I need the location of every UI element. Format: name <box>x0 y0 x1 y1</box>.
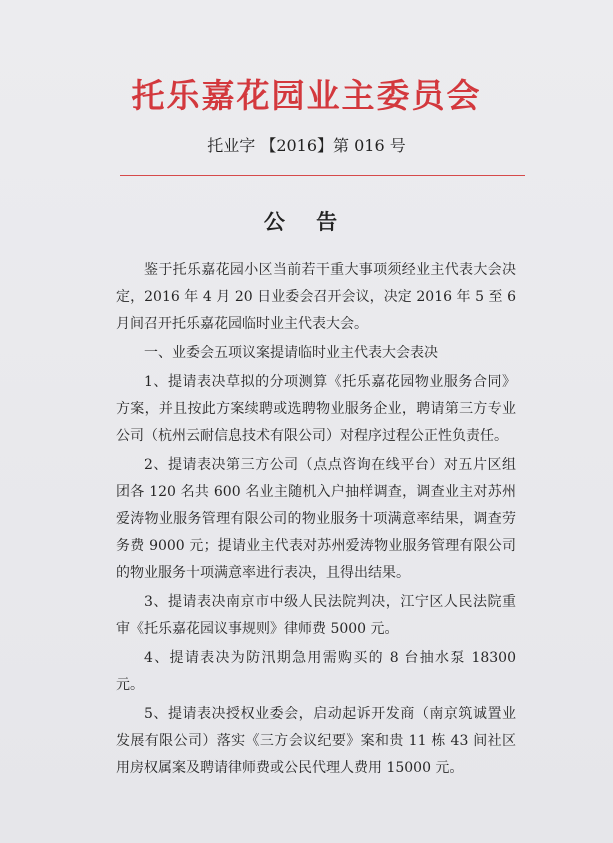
intro-paragraph: 鉴于托乐嘉花园小区当前若干重大事项须经业主代表大会决定，2016 年 4 月 20 日业委会召开会议，决定 2016 年 5 至 6 月间召开托乐嘉花园临时业主代表大会。 <box>116 262 516 332</box>
document-number: 托业字 【2016】第 016 号 <box>207 136 406 155</box>
motion-item-1: 1、提请表决草拟的分项测算《托乐嘉花园物业服务合同》方案，并且按此方案续聘或选聘物业服务企业，聘请第三方专业公司（杭州云耐信息技术有限公司）对程序过程公正性负责任。 <box>116 374 516 444</box>
section-heading: 一、业委会五项议案提请临时业主代表大会表决 <box>144 345 438 361</box>
motion-item-2: 2、提请表决第三方公司（点点咨询在线平台）对五片区组团各 120 名共 600 名业主随机入户抽样调查，调查业主对苏州爱涛物业服务管理有限公司的物业服务十项满意率结果，调查劳务费 9000 元；提请业主代表对苏州爱涛物业服务管理有限公司的物业服务十项满意率进行表决，且得出结果。 <box>116 457 516 581</box>
motion-item-5: 5、提请表决授权业委会，启动起诉开发商（南京筑诚置业发展有限公司）落实《三方会议纪要》案和贵 11 栋 43 间社区用房权属案及聘请律师费或公民代理人费用 15000 元。 <box>116 706 516 776</box>
red-divider-line <box>120 175 525 176</box>
motion-item-4: 4、提请表决为防汛期急用需购买的 8 台抽水泵 18300 元。 <box>116 650 516 693</box>
organization-title: 托乐嘉花园业主委员会 <box>131 76 482 115</box>
notice-title: 公 告 <box>263 209 350 234</box>
notice-body <box>116 257 516 784</box>
motion-item-3: 3、提请表决南京市中级人民法院判决，江宁区人民法院重审《托乐嘉花园议事规则》律师费 5000 元。 <box>116 594 516 637</box>
